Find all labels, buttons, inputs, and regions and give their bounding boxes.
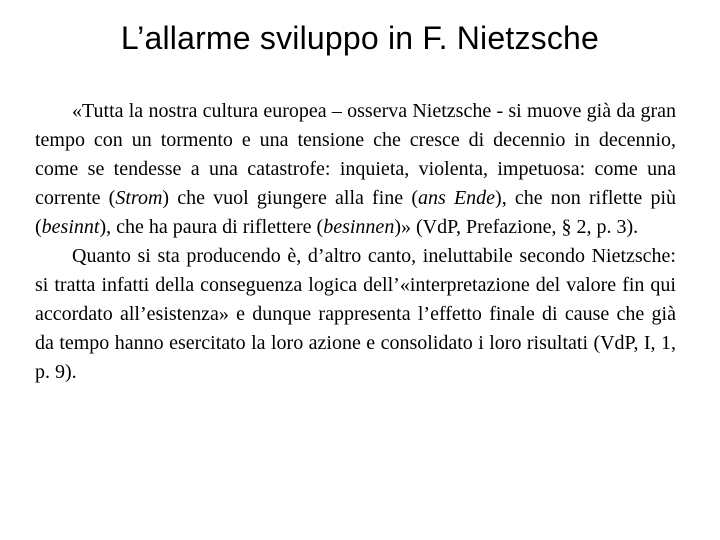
term-besinnen: besinnen: [323, 216, 395, 238]
quote-text-1: «Tutta la nostra cultura europea – osserva Nietzsche - si muove già da gran tempo con un tormento e una tensione che cresce di decennio in decennio, come se tendesse a una catastrofe: inquieta, violenta, impetuosa: come una corrente (: [35, 100, 676, 209]
slide-title: L’allarme sviluppo in F. Nietzsche: [120, 20, 600, 56]
paragraph-quote: [35, 97, 676, 242]
slide-body: [35, 97, 676, 387]
term-ans-ende: ans Ende: [417, 187, 496, 209]
quote-text-5: )» (VdP, Prefazione, § 2, p. 3).: [394, 216, 639, 238]
quote-text-4: ), che ha paura di riflettere (: [99, 216, 324, 238]
quote-text-3: ), che non riflette più (: [35, 187, 677, 238]
quote-text-2: ) che vuol giungere alla fine (: [162, 187, 418, 209]
paragraph-commentary: Quanto si sta producendo è, d’altro canto, ineluttabile secondo Nietzsche: si tratta infatti della conseguenza logica dell’«interpretazione del valore fin qui accordato all’esistenza» e dunque rappresenta l’effetto finale di cause che già da tempo hanno esercitato la loro azione e consolidato i loro risultati (VdP, I, 1, p. 9).: [35, 245, 676, 383]
term-strom: Strom: [115, 187, 163, 209]
term-besinnt: besinnt: [41, 216, 100, 238]
